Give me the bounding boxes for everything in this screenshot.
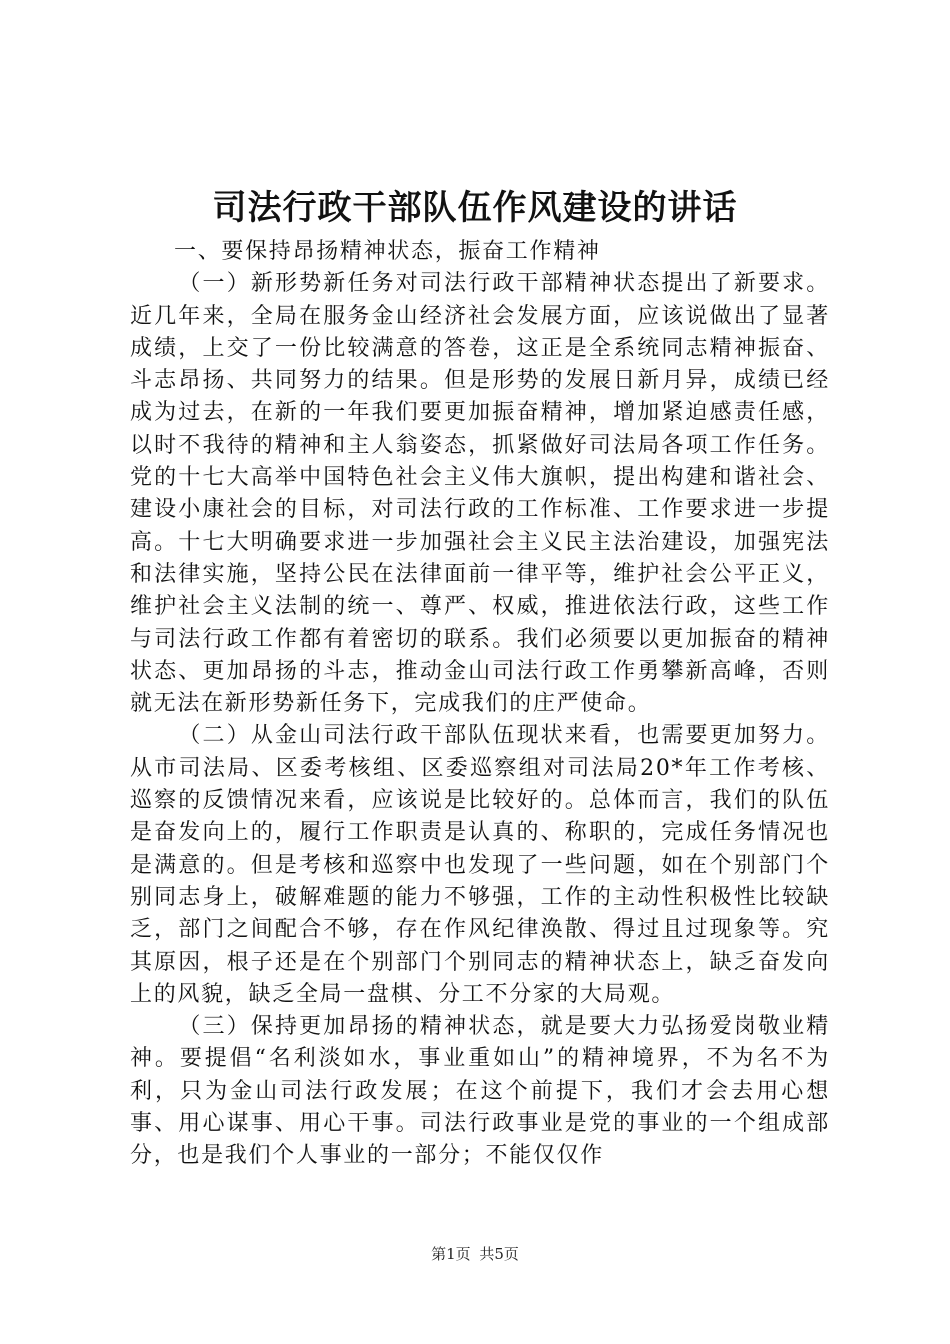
page-count: 共5页 (479, 1245, 519, 1263)
document-title: 司法行政干部队伍作风建设的讲话 (212, 188, 738, 228)
paragraph-3: （三）保持更加昂扬的精神状态，就是要大力弘扬爱岗敬业精神。要提倡“名利淡如水，事业重如山”的精神境界，不为名不为利，只为金山司法行政发展；在这个前提下，我们才会去用心想事、用心谋事、用心干事。司法行政事业是党的事业的一个组成部分，也是我们个人事业的一部分；不能仅仅作 (130, 1014, 830, 1169)
page-footer (0, 1244, 950, 1264)
page-number: 第1页 (431, 1245, 471, 1263)
document-body (130, 236, 830, 1173)
paragraph-2: （二）从金山司法行政干部队伍现状来看，也需要更加努力。从市司法局、区委考核组、区委巡察组对司法局20*年工作考核、巡察的反馈情况来看，应该说是比较好的。总体而言，我们的队伍是奋发向上的，履行工作职责是认真的、称职的，完成任务情况也是满意的。但是考核和巡察中也发现了一些问题，如在个别部门个别同志身上，破解难题的能力不够强，工作的主动性积极性比较缺乏，部门之间配合不够，存在作风纪律涣散、得过且过现象等。究其原因，根子还是在个别部门个别同志的精神状态上，缺乏奋发向上的风貌，缺乏全局一盘棋、分工不分家的大局观。 (130, 723, 830, 1007)
paragraph-1: （一）新形势新任务对司法行政干部精神状态提出了新要求。近几年来，全局在服务金山经济社会发展方面，应该说做出了显著成绩，上交了一份比较满意的答卷，这正是全系统同志精神振奋、斗志昂扬、共同努力的结果。但是形势的发展日新月异，成绩已经成为过去，在新的一年我们要更加振奋精神，增加紧迫感责任感，以时不我待的精神和主人翁姿态，抓紧做好司法局各项工作任务。党的十七大高举中国特色社会主义伟大旗帜，提出构建和谐社会、建设小康社会的目标，对司法行政的工作标准、工作要求进一步提高。十七大明确要求进一步加强社会主义民主法治建设，加强宪法和法律实施，坚持公民在法律面前一律平等，维护社会公平正义，维护社会主义法制的统一、尊严、权威，推进依法行政，这些工作与司法行政工作都有着密切的联系。我们必须要以更加振奋的精神状态、更加昂扬的斗志，推动金山司法行政工作勇攀新高峰，否则就无法在新形势新任务下，完成我们的庄严使命。 (130, 271, 830, 717)
section-heading: 一、要保持昂扬精神状态，振奋工作精神 (174, 239, 601, 264)
